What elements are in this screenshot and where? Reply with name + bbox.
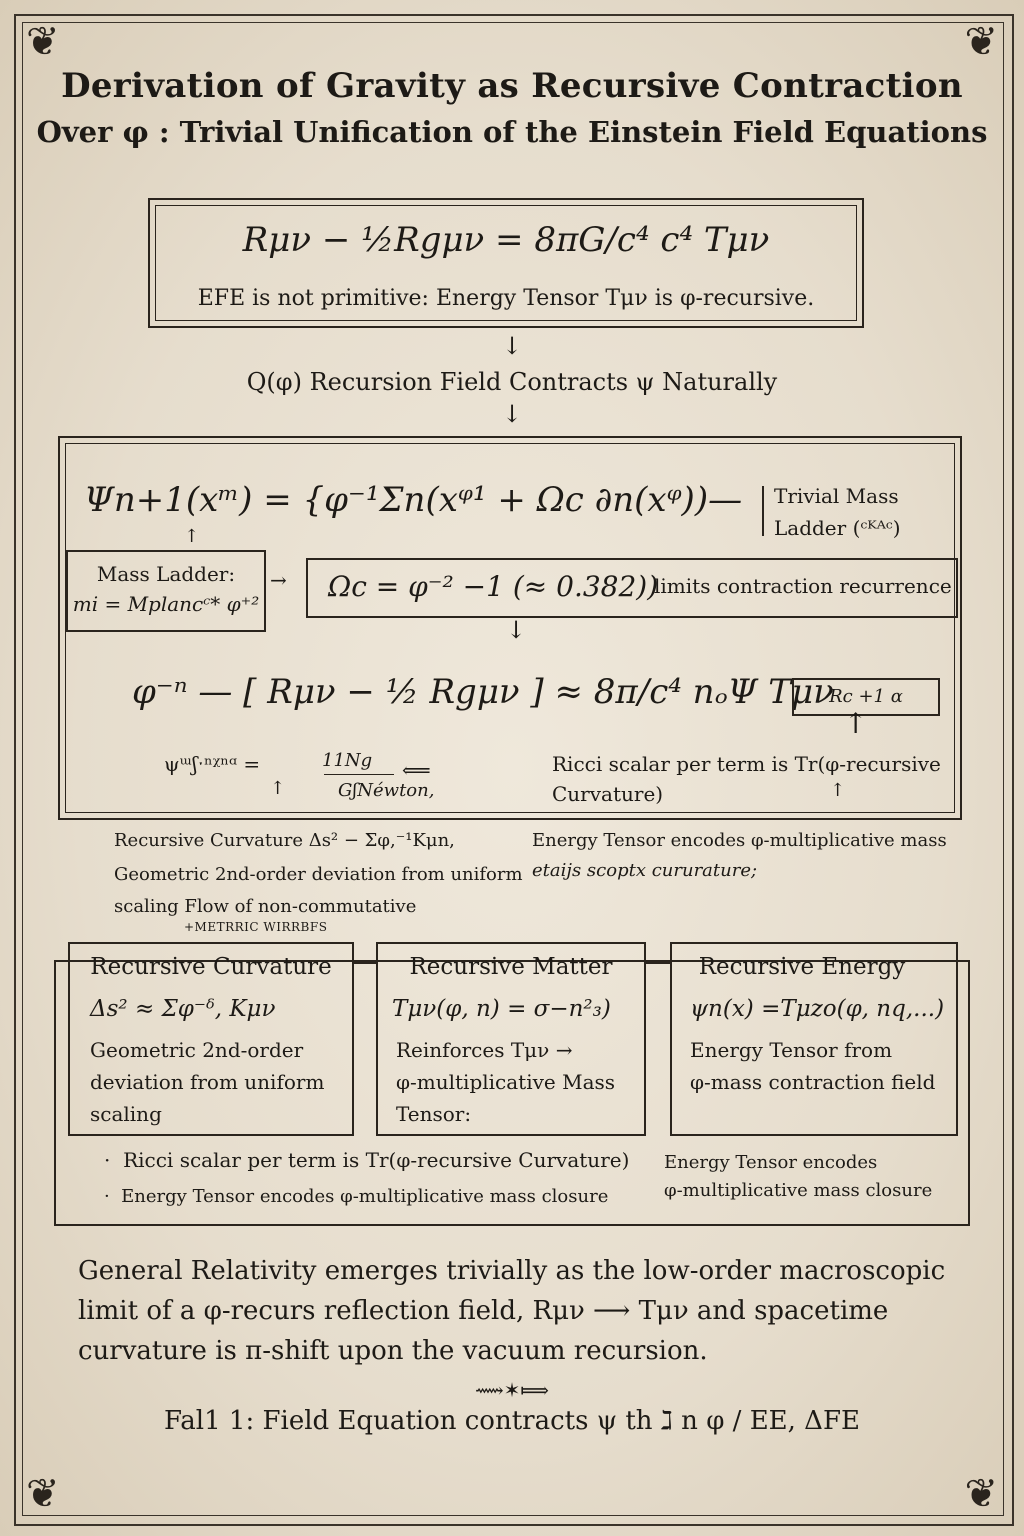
- recursion-heading: Q(φ) Recursion Field Contracts ψ Naturally: [246, 368, 778, 396]
- panel-connector: [644, 962, 670, 964]
- mid-note-left-3: scaling Flow of non-commutative: [114, 896, 417, 917]
- conclusion-line1: General Relativity emerges trivially as the low-order macroscopic: [78, 1256, 946, 1286]
- ricci-line2: Curvature): [552, 782, 664, 806]
- panel-connector: [352, 962, 376, 964]
- panel-line: Geometric 2nd-order: [90, 1038, 304, 1062]
- bullet-item: [104, 1186, 608, 1207]
- down-arrow-icon: ↓: [502, 332, 523, 360]
- footer-caption: Fal1 1: Field Equation contracts ψ th ℷ n φ / EE, ΔFE: [164, 1406, 860, 1436]
- panel-title: Recursive Matter: [409, 954, 613, 980]
- bullet-item: [104, 1148, 629, 1172]
- panel-line: deviation from uniform: [90, 1070, 325, 1094]
- panel-matter: [376, 942, 646, 1136]
- newton-numerator: 11Ng: [322, 750, 373, 771]
- panel-line: φ-mass contraction field: [690, 1070, 936, 1094]
- double-line-arrow-icon: ⟸: [402, 758, 431, 782]
- omega-note: limits contraction recurrence: [654, 574, 952, 598]
- trivial-mass-line2: Ladder (ᶜᴷᴬᶜ): [774, 516, 901, 540]
- bullet-text: Energy Tensor encodes φ-multiplicative mass closure: [121, 1186, 609, 1207]
- mid-note-right-2: etaijs scoptx cururature;: [532, 860, 758, 881]
- panel-line: Energy Tensor from: [690, 1038, 893, 1062]
- mid-note-right-1: Energy Tensor encodes φ-multiplicative mass: [532, 830, 947, 851]
- page-title: Derivation of Gravity as Recursive Contraction: [61, 66, 963, 106]
- bullet-right-1: Energy Tensor encodes: [664, 1152, 878, 1173]
- panel-equation: ψn(x) =Tμzo(φ, nq,...): [690, 996, 945, 1022]
- bracket-mark: [752, 486, 764, 536]
- panel-curvature: [68, 942, 354, 1136]
- ornament-divider-icon: ⟿✶⟾: [474, 1378, 550, 1402]
- corner-flourish-icon: ❦: [26, 1471, 60, 1517]
- panel-title: Recursive Curvature: [90, 954, 332, 980]
- newton-lhs: ψᵚʃˑⁿᵡⁿᵅ =: [164, 752, 261, 776]
- mid-note-left-small: +METRRIC WIRRBFS: [184, 920, 328, 934]
- conclusion-line3: curvature is π-shift upon the vacuum recursion.: [78, 1336, 708, 1366]
- mass-ladder-formula: mi = Mplancᶜ* φ⁺²: [72, 592, 260, 616]
- bullet-dot-icon: ·: [104, 1186, 122, 1207]
- panel-energy: [670, 942, 958, 1136]
- bullet-dot-icon: ·: [104, 1148, 124, 1172]
- mid-note-left-2: Geometric 2nd-order deviation from uniform: [114, 864, 523, 885]
- corner-flourish-icon: ❦: [964, 19, 998, 65]
- panel-line: scaling: [90, 1102, 162, 1126]
- panel-equation: Tμν(φ, n) = σ−n²₃): [392, 996, 611, 1022]
- mass-ladder-box: [66, 550, 266, 632]
- psi-equation: Ψn+1(xᵐ) = {φ⁻¹Σn(xᵠ¹ + Ωc ∂n(xᵠ))—: [84, 480, 743, 520]
- panel-line: Reinforces Tμν →: [396, 1038, 573, 1062]
- fraction-bar: [324, 774, 394, 775]
- omega-box: [306, 558, 958, 618]
- omega-equation: Ωc = φ⁻² −1 (≈ 0.382)): [328, 570, 659, 603]
- up-arrow-icon: ↑: [184, 526, 200, 547]
- trivial-mass-line1: Trivial Mass: [774, 484, 899, 508]
- up-arrow-icon: ↑: [270, 778, 286, 799]
- mass-ladder-label: Mass Ladder:: [96, 562, 236, 586]
- bullet-right-2: φ-multiplicative mass closure: [664, 1180, 933, 1201]
- bullet-text: Ricci scalar per term is Tr(φ-recursive Curvature): [123, 1148, 630, 1172]
- ricci-line1: Ricci scalar per term is Tr(φ-recursive: [552, 752, 941, 776]
- efe-note: EFE is not primitive: Energy Tensor Tμν is φ-recursive.: [197, 286, 815, 311]
- mid-note-left-1: Recursive Curvature Δs² − Σφ,⁻¹Kμn,: [114, 830, 455, 851]
- page-subtitle: Over φ : Trivial Unification of the Einstein Field Equations: [36, 115, 988, 149]
- right-arrow-icon: →: [270, 568, 287, 592]
- down-arrow-icon: ↓: [506, 616, 527, 644]
- efe-box: [148, 198, 864, 328]
- panel-title: Recursive Energy: [698, 954, 906, 980]
- contraction-equation: φ⁻ⁿ — [ Rμν − ½ Rgμν ] ≈ 8π/c⁴ nₒΨ Tμν: [132, 672, 834, 712]
- recursion-box: [58, 436, 962, 820]
- panel-line: Tensor:: [396, 1102, 472, 1126]
- corner-flourish-icon: ❦: [964, 1471, 998, 1517]
- newton-denominator: GʃNéwton,: [338, 780, 435, 801]
- corner-flourish-icon: ❦: [26, 19, 60, 65]
- rc-tag: Rc +1 α: [829, 686, 903, 707]
- conclusion-line2: limit of a φ-recurs reflection field, Rμν ⟶ Tμν and spacetime: [78, 1296, 889, 1326]
- panel-line: φ-multiplicative Mass: [396, 1070, 616, 1094]
- up-arrow-icon: ↑: [844, 707, 868, 740]
- down-arrow-icon: ↓: [502, 400, 523, 428]
- panel-equation: Δs² ≈ Σφ⁻ᵟ, Kμν: [90, 996, 276, 1022]
- up-arrow-icon: ↑: [830, 780, 846, 801]
- efe-equation: Rμν − ½Rgμν = 8πG/c⁴ c⁴ Tμν: [242, 220, 770, 260]
